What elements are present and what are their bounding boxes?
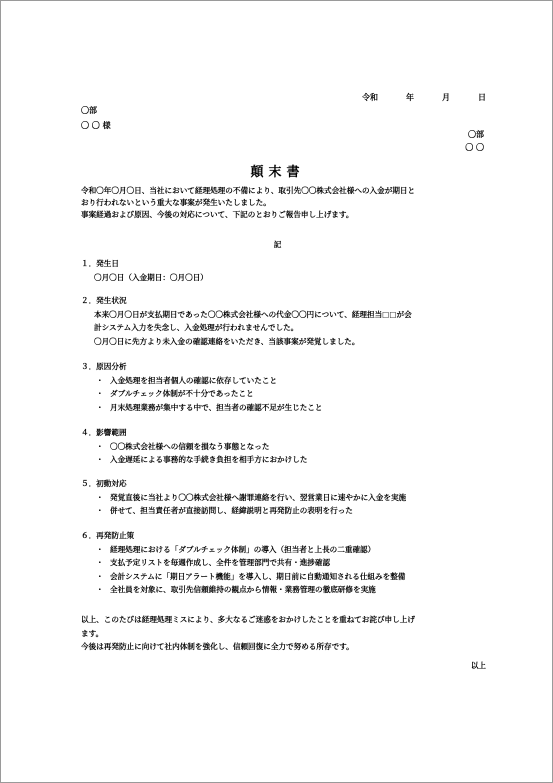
section-cause	[81, 360, 493, 414]
intro-line: 事案経過および原因、今後の対応について、下記のとおりご報告申し上げます。	[81, 210, 354, 219]
section-occurrence-date	[81, 257, 493, 284]
document-date	[362, 92, 486, 103]
section-heading: １．発生日	[81, 259, 119, 268]
intro-text	[81, 185, 493, 221]
sender-name: 〇 〇	[465, 143, 484, 152]
list-item: ・ 会計システムに「期日アラート機能」を導入し、期日前に自動通知される仕組みを整備	[96, 570, 493, 584]
section-paragraph: 本来〇月〇日が支払期日であった〇〇株式会社様への代金〇〇円について、経理担当□□が会	[94, 309, 412, 319]
section-heading: ５．初動対応	[81, 479, 127, 488]
section-prevention	[81, 529, 493, 597]
bullet-list	[81, 440, 493, 467]
section-paragraph: 〇月〇日（入金期日：〇月〇日）	[94, 272, 208, 282]
list-item: ・ 入金遅延による事務的な手続き負担を相手方におかけした	[96, 453, 493, 467]
end-mark: 以上	[470, 661, 486, 670]
date-year: 年	[406, 93, 414, 102]
date-era: 令和	[362, 93, 378, 102]
bullet-list	[81, 491, 493, 518]
closing-line: 以上、このたびは経理処理ミスにより、多大なるご迷惑をおかけしたことを重ねてお詫び申し上げ	[81, 615, 415, 624]
section-heading: ２．発生状況	[81, 296, 127, 305]
sender-dept: 〇部	[468, 130, 484, 139]
intro-line: 令和〇年〇月〇日、当社において経理処理の不備により、取引先〇〇株式会社様への入金が期日と	[81, 186, 416, 195]
ki-heading: 記	[273, 240, 282, 249]
date-day: 日	[478, 93, 486, 102]
section-initial-response	[81, 477, 493, 518]
section-heading: ６．再発防止策	[81, 531, 135, 540]
section-situation	[81, 294, 493, 348]
closing-line: ます。	[81, 628, 104, 638]
list-item: ・ 支払予定リストを毎週作成し、全件を管理部門で共有・進捗確認	[96, 556, 493, 570]
recipient-dept: 〇部	[81, 106, 97, 115]
intro-line: おり行われないという重大な事案が発生いたしました。	[81, 198, 271, 207]
list-item: ・ 併せて、担当責任者が直接訪問し、経緯説明と再発防止の表明を行った	[96, 504, 493, 518]
closing-line: 今後は再発防止に向けて社内体制を強化し、信頼回復に全力で努める所存です。	[81, 642, 354, 651]
list-item: ・ 月末処理業務が集中する中で、担当者の確認不足が生じたこと	[96, 401, 493, 415]
list-item: ・ ダブルチェック体制が不十分であったこと	[96, 387, 493, 401]
section-heading: ４．影響範囲	[81, 428, 127, 437]
list-item: ・ 〇〇株式会社様への信頼を損なう事態となった	[96, 440, 493, 454]
closing-text	[81, 613, 493, 654]
list-item: ・ 発覚直後に当社より〇〇株式会社様へ謝罪連絡を行い、翌営業日に速やかに入金を実施	[96, 491, 493, 505]
list-item: ・ 経理処理における「ダブルチェック体制」の導入（担当者と上長の二重確認）	[96, 543, 493, 557]
bullet-list	[81, 374, 493, 415]
section-paragraph: 計システム入力を失念し、入金処理が行われませんでした。	[94, 323, 299, 332]
bullet-list	[81, 543, 493, 597]
list-item: ・ 入金処理を担当者個人の確認に依存していたこと	[96, 374, 493, 388]
date-month: 月	[442, 93, 450, 102]
section-heading: ３．原因分析	[81, 362, 127, 371]
section-paragraph: 〇月〇日に先方より未入金の確認連絡をいただき、当該事案が発覚しました。	[94, 336, 360, 346]
document-title: 顛末書	[250, 165, 305, 180]
list-item: ・ 全社員を対象に、取引先信頼維持の観点から情報・業務管理の徹底研修を実施	[96, 583, 493, 597]
section-impact	[81, 426, 493, 467]
recipient-name: 〇 〇 様	[81, 121, 111, 130]
